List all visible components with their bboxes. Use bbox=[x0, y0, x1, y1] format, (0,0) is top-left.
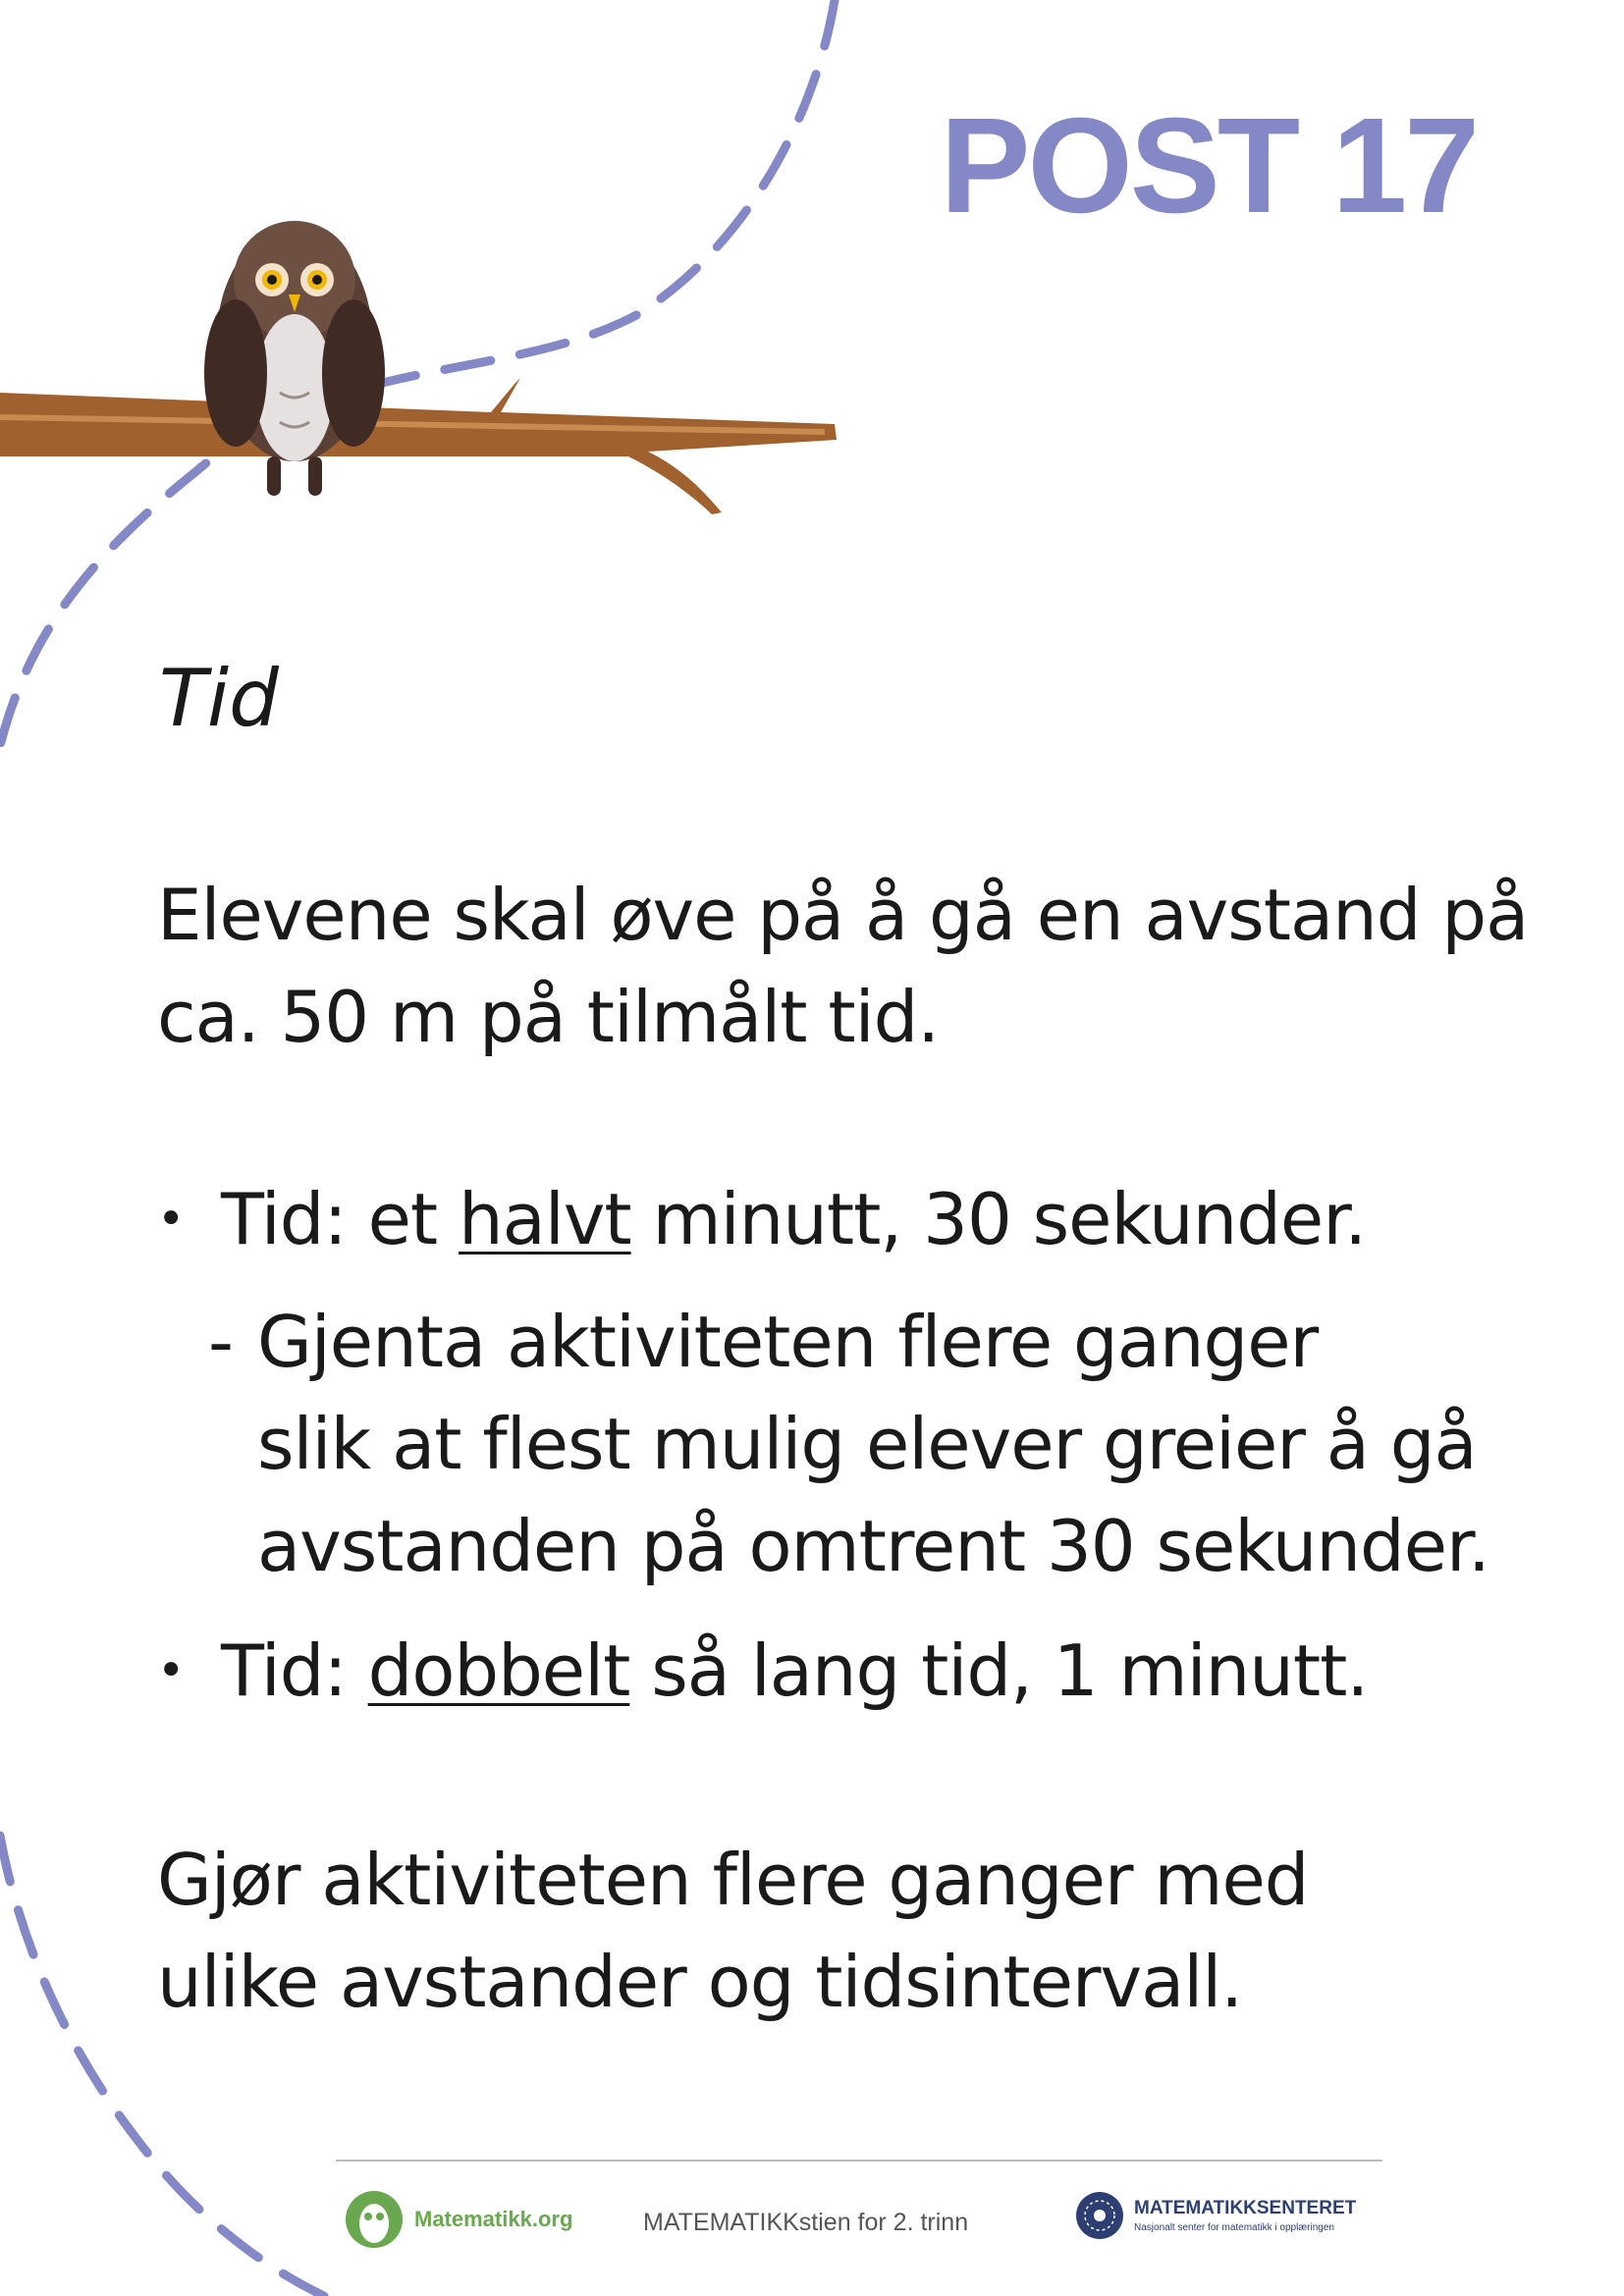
matematikksenteret-logo-icon bbox=[1075, 2191, 1124, 2240]
dash-marker: - bbox=[208, 1301, 233, 1383]
outro-line-2: ulike avstander og tidsintervall. bbox=[157, 1941, 1243, 2023]
underlined-word: halvt bbox=[459, 1178, 631, 1260]
bullet-text: Tid: dobbelt så lang tid, 1 minutt. bbox=[221, 1629, 1369, 1712]
sub-item-text bbox=[257, 1291, 1489, 1597]
dashed-path-top bbox=[0, 0, 835, 746]
outro-line-1: Gjør aktiviteten flere ganger med bbox=[157, 1839, 1309, 1921]
intro-paragraph bbox=[157, 864, 1532, 1068]
footer-center-text: MATEMATIKKstien for 2. trinn bbox=[643, 2209, 969, 2236]
intro-line-2: ca. 50 m på tilmålt tid. bbox=[157, 976, 940, 1058]
matematikk-org-owl-icon bbox=[344, 2189, 405, 2250]
branch-icon bbox=[0, 378, 837, 514]
footer-left-logo bbox=[344, 2189, 572, 2250]
post-title: POST 17 bbox=[940, 90, 1477, 241]
sub-line-3: avstanden på omtrent 30 sekunder. bbox=[257, 1505, 1489, 1587]
bullet-dot-icon: • bbox=[157, 1192, 185, 1247]
footer-right-name: MATEMATIKKSENTERET bbox=[1134, 2197, 1357, 2218]
bullet-dot-icon: • bbox=[157, 1643, 185, 1698]
underlined-word: dobbelt bbox=[367, 1629, 630, 1712]
sub-line-2: slik at flest mulig elever greier å gå bbox=[257, 1403, 1477, 1485]
footer-right-logo bbox=[1075, 2191, 1356, 2240]
sub-line-1: Gjenta aktiviteten flere ganger bbox=[257, 1301, 1319, 1383]
subject-title: Tid bbox=[159, 653, 279, 744]
footer-left-brand: Matematikk.org bbox=[414, 2207, 573, 2231]
outro-paragraph bbox=[157, 1829, 1532, 2033]
intro-line-1: Elevene skal øve på å gå en avstand på bbox=[157, 874, 1529, 956]
footer-divider bbox=[336, 2160, 1382, 2162]
bullet-text: Tid: et halvt minutt, 30 sekunder. bbox=[221, 1178, 1367, 1260]
footer-right-subtitle: Nasjonalt senter for matematikk i opplæringen bbox=[1134, 2221, 1334, 2233]
